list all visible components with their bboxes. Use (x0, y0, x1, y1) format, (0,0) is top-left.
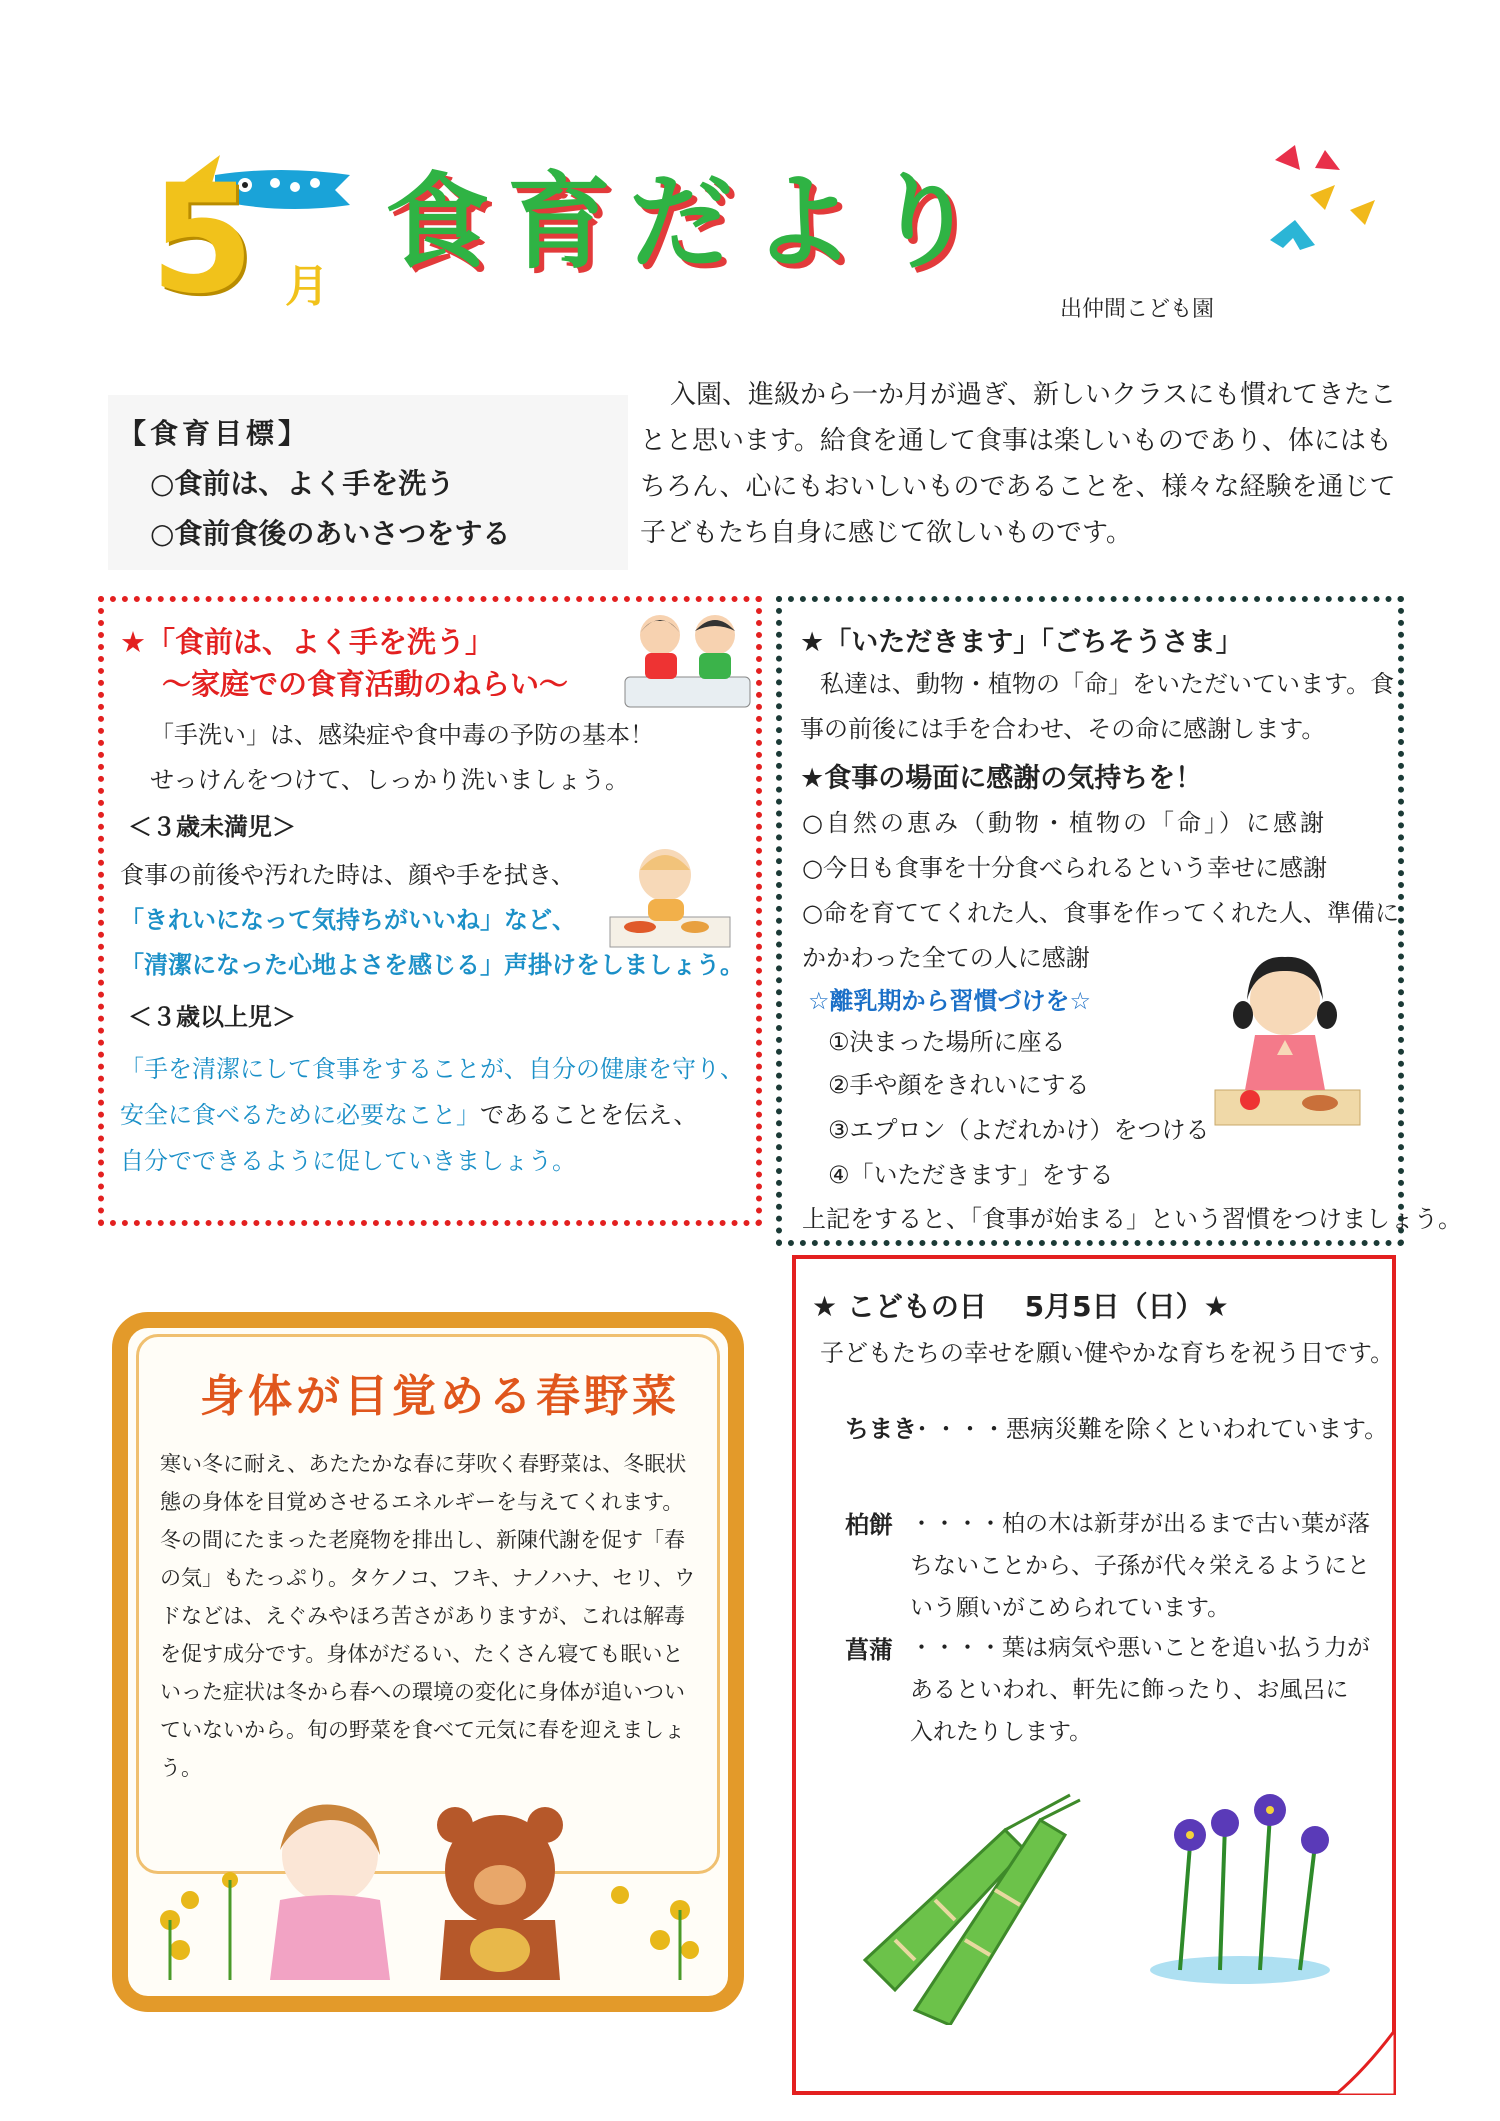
kashiwa-text: ・・・・柏の木は新芽が出るまで古い葉が落ちないことから、子孫が代々栄えるようにという願いがこめられています。 (910, 1511, 1370, 1621)
over3-line: 「手を清潔にして食事をすることが、自分の健康を守り、 (120, 1055, 744, 1083)
month-number: 5 (150, 153, 255, 327)
over3-highlight: 安全に食べるために必要なこと」 (120, 1101, 480, 1129)
greeting-line: 私達は、動物・植物の「命」をいただいています。食 (820, 670, 1395, 698)
greeting-title: ★「いただきます」「ごちそうさま」 (800, 627, 1243, 658)
page-curl-corner (1335, 2030, 1395, 2095)
thanks-item: ○命を育ててくれた人、食事を作ってくれた人、準備に (802, 899, 1399, 927)
chimaki-label: ちまき (845, 1415, 917, 1443)
over3-line: 自分でできるように促していきましょう。 (120, 1147, 576, 1175)
habit-item: ③エプロン（よだれかけ）をつける (828, 1116, 1210, 1144)
over3-rest: であることを伝え、 (480, 1101, 698, 1129)
baby-eating-illustration (590, 835, 740, 955)
handwash-subtitle: ～家庭での食育活動のねらい～ (162, 667, 569, 701)
shobu-text: ・・・・葉は病気や悪いことを追い払う力があるといわれ、軒先に飾ったり、お風呂に入れたりします。 (910, 1635, 1370, 1745)
page-title: 食育だより (385, 161, 996, 283)
under3-rest: 声掛けをしましょう。 (504, 951, 744, 979)
shobu-label: 菖蒲 (845, 1636, 893, 1664)
handwash-line: せっけんをつけて、しっかり洗いましょう。 (150, 766, 630, 794)
under3-heading: ＜３歳未満児＞ (128, 813, 296, 841)
spring-text: 寒い冬に耐え、あたたかな春に芽吹く春野菜は、冬眠状態の身体を目覚めさせるエネルギーを与えてくれます。冬の間にたまった老廃物を排出し、新陳代謝を促す「春の気」もたっぷり。タケノコ、フキ、ナノハナ、セリ、ウドなどは、えぐみやほろ苦さがありますが、これは解毒を促す成分です。身体がだるい、たくさん寝ても眠いといった症状は冬から春への環境の変化に身体が追いついていないから。旬の野菜を食べて元気に春を迎えましょう。 (160, 1452, 696, 1780)
month-kanji: 月 (285, 261, 329, 312)
under3-line (120, 948, 744, 982)
under3-line: 食事の前後や汚れた時は、顔や手を拭き、 (120, 861, 576, 889)
kodomo-subtitle: 子どもたちの幸せを願い健やかな育ちを祝う日です。 (820, 1339, 1395, 1367)
habit-heading: ☆離乳期から習慣づけを☆ (808, 987, 1092, 1015)
confetti-icon (1255, 140, 1385, 270)
greeting-footer: 上記をすると、「食事が始まる」という習慣をつけましょう。 (802, 1205, 1462, 1233)
kashiwa-label: 柏餅 (845, 1511, 893, 1539)
girl-and-bear-illustration (150, 1800, 710, 1980)
goal-item: ○食前は、よく手を洗う (150, 467, 455, 500)
habit-item: ②手や顔をきれいにする (828, 1071, 1090, 1099)
over3-heading: ＜３歳以上児＞ (128, 1003, 296, 1031)
intro-text: 入園、進級から一か月が過ぎ、新しいクラスにも慣れてきたことと思います。給食を通して食事は楽しいものであり、体にはもちろん、心にもおいしいものであることを、様々な経験を通じて子どもたち自身に感じて欲しいものです。 (640, 380, 1397, 548)
under3-line: 「きれいになって気持ちがいいね」など、 (120, 906, 576, 934)
under3-highlight: 「清潔になった心地よさを感じる」 (120, 951, 504, 979)
over3-line (120, 1098, 697, 1132)
kids-handwash-illustration (615, 605, 755, 715)
iris-illustration (1130, 1785, 1350, 1990)
handwash-title: ★「食前は、よく手を洗う」 (120, 625, 494, 659)
habit-item: ④「いただきます」をする (828, 1161, 1114, 1189)
habit-item: ①決まった場所に座る (828, 1028, 1066, 1056)
chimaki-illustration (855, 1790, 1085, 2025)
goal-item: ○食前食後のあいさつをする (150, 517, 511, 550)
handwash-line: 「手洗い」は、感染症や食中毒の予防の基本！ (150, 721, 654, 749)
kodomo-title: ★ こどもの日 5月5日（日）★ (812, 1290, 1229, 1323)
girl-praying-illustration (1205, 945, 1365, 1130)
greeting-line: 事の前後には手を合わせ、その命に感謝します。 (800, 715, 1326, 743)
goal-heading: 【食育目標】 (118, 417, 311, 450)
thanks-item: ○自然の恵み（動物・植物の「命」）に感謝 (802, 809, 1327, 837)
chimaki-text: ・・・・悪病災難を除くといわれています。 (910, 1415, 1389, 1443)
school-name: 出仲間こども園 (1060, 297, 1215, 322)
thanks-item: ○今日も食事を十分食べられるという幸せに感謝 (802, 854, 1327, 882)
thanks-item: かかわった全ての人に感謝 (802, 944, 1090, 972)
spring-title: 身体が目覚める春野菜 (200, 1371, 680, 1422)
thanks-heading: ★食事の場面に感謝の気持ちを！ (800, 763, 1203, 794)
